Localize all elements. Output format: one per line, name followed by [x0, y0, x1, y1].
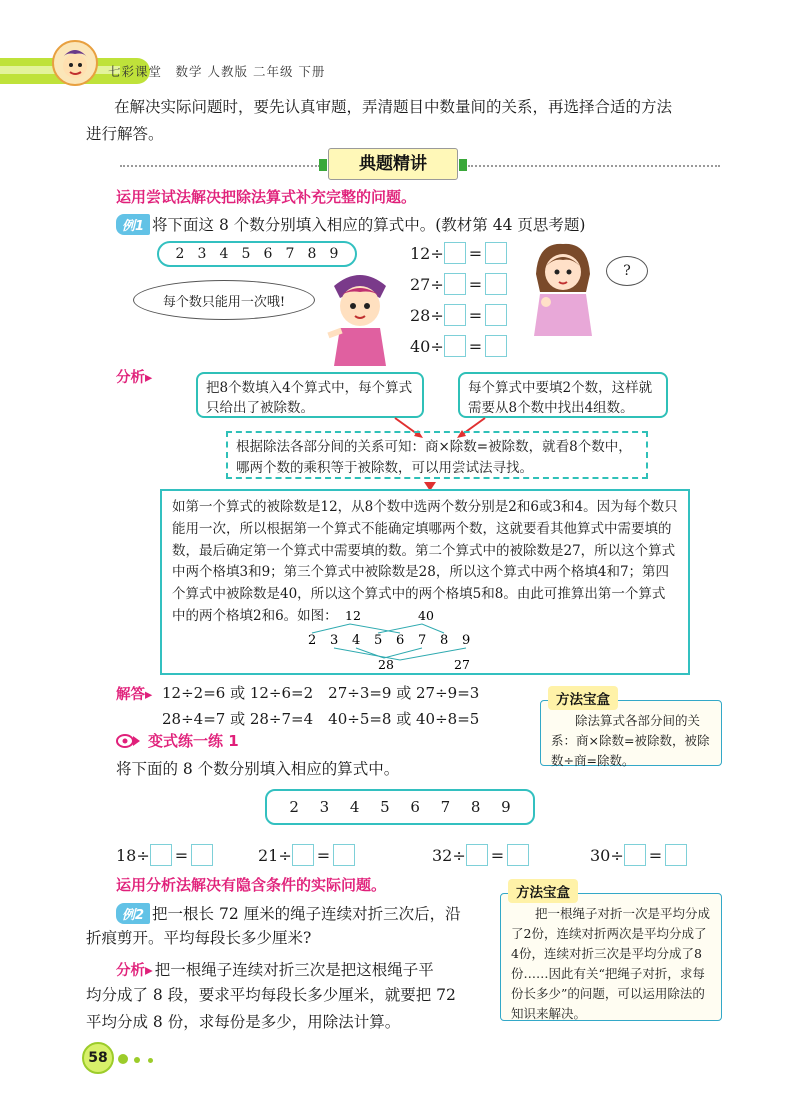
page-number: 58 [82, 1042, 114, 1074]
equals-sign: = [468, 274, 483, 294]
number-item: 9 [501, 798, 511, 816]
example-2-tag: 例2 [116, 903, 150, 924]
answer-box[interactable] [444, 273, 466, 295]
dividend: 28 [410, 305, 431, 325]
practice-equation-21 [258, 842, 355, 868]
diagram-number: 5 [374, 633, 383, 648]
equals-sign: = [468, 336, 483, 356]
pairing-diagram [300, 608, 480, 670]
mascot-logo-icon [52, 40, 98, 86]
dividend: 27 [410, 274, 431, 294]
eye-arrow-icon [116, 733, 140, 749]
topic-1: 运用尝试法解决把除法算式补充完整的问题。 [116, 188, 417, 206]
number-item: 9 [329, 246, 339, 262]
analysis-box-middle [226, 431, 648, 479]
topic-2: 运用分析法解决有隐含条件的实际问题。 [116, 876, 387, 894]
diagram-number: 7 [418, 633, 427, 648]
method-box-2 [500, 893, 722, 1021]
answer-box[interactable] [624, 844, 646, 866]
analysis-box-middle-text: 根据除法各部分间的关系可知：商×除数=被除数，就看8个数中，哪两个数的乘积等于被除数，可以用尝试法寻找。 [236, 439, 632, 476]
answer-box[interactable] [485, 304, 507, 326]
equals-sign: = [174, 845, 189, 865]
page-dot-icon [134, 1057, 140, 1063]
equals-sign: = [490, 845, 505, 865]
number-item: 4 [219, 246, 229, 262]
practice-equation-32 [432, 842, 529, 868]
practice-number-set [265, 789, 535, 825]
number-item: 4 [349, 798, 360, 816]
number-item: 3 [197, 246, 207, 262]
book-title: 七彩课堂 数学 人教版 二年级 下册 [108, 64, 326, 79]
number-set [157, 241, 357, 267]
answer-box[interactable] [485, 242, 507, 264]
divider-right [468, 165, 720, 167]
answer-line-2: 28÷4=7 或 28÷7=4 40÷5=8 或 40÷8=5 [162, 710, 480, 728]
analysis-label [116, 366, 152, 387]
answer-box[interactable] [507, 844, 529, 866]
intro-line-2: 进行解答。 [86, 125, 164, 143]
divide-sign: ÷ [278, 845, 292, 865]
method-box-1-title: 方法宝盒 [548, 686, 618, 710]
divide-sign: ÷ [452, 845, 466, 865]
equals-sign: = [648, 845, 663, 865]
section-title: 典题精讲 [328, 148, 458, 180]
divide-sign: ÷ [430, 243, 444, 263]
example-2-text-1: 把一根长 72 厘米的绳子连续对折三次后，沿 [152, 905, 461, 923]
question-mark: ? [623, 263, 631, 279]
number-item: 2 [289, 798, 299, 816]
equation-27 [410, 271, 507, 297]
diagram-number: 6 [396, 633, 405, 648]
diagram-label-27: 27 [454, 657, 470, 672]
equals-sign: = [468, 243, 483, 263]
diagram-label-28: 28 [378, 657, 394, 672]
example-1-question: 将下面这 8 个数分别填入相应的算式中。(教材第 44 页思考题) [152, 216, 586, 234]
example-2-analysis-line-3: 平均分成 8 份，求每份是多少，用除法计算。 [86, 1013, 401, 1031]
triangle-icon: ▸ [145, 687, 153, 703]
girl-thinking-illustration [530, 240, 596, 336]
thought-bubble [606, 256, 648, 286]
equals-sign: = [316, 845, 331, 865]
number-item: 5 [241, 246, 251, 262]
speech-bubble-left [133, 280, 315, 320]
dividend: 32 [432, 845, 453, 865]
equation-40 [410, 333, 507, 359]
answer-line-1: 12÷2=6 或 12÷6=2 27÷3=9 或 27÷9=3 [162, 684, 480, 702]
dividend: 40 [410, 336, 431, 356]
answer-box[interactable] [191, 844, 213, 866]
diagram-number: 8 [440, 633, 449, 648]
divide-sign: ÷ [430, 305, 444, 325]
diagram-label-12: 12 [345, 608, 361, 623]
number-item: 6 [410, 798, 420, 816]
dividend: 21 [258, 845, 279, 865]
method-box-1-text: 除法算式各部分间的关系：商×除数=被除数，被除数÷商=除数。 [551, 713, 710, 768]
analysis-box-right [458, 372, 668, 418]
diagram-number: 3 [330, 633, 339, 648]
analysis-box-left-text: 把8个数填入4个算式中，每个算式只给出了被除数。 [206, 380, 413, 416]
divide-sign: ÷ [610, 845, 624, 865]
number-item: 3 [319, 798, 330, 816]
answer-box[interactable] [466, 844, 488, 866]
number-item: 2 [175, 246, 185, 262]
practice-equation-18 [116, 842, 213, 868]
divide-sign: ÷ [430, 336, 444, 356]
dividend: 12 [410, 243, 431, 263]
analysis-box-detail-text: 如第一个算式的被除数是12，从8个数中选两个数分别是2和6或3和4。因为每个数只能用一次，所以根据第一个算式不能确定填哪两个数，这就要看其他算式中需要填的数，最后确定第一个算式中需要填的数。第二个算式中的被除数是27，所以这个算式中两个格填3和9；第三个算式中被除数是28，所以这个算式中两个格填4和7；第四个算式中被除数是40，所以这个算式中的两个格填5和8。由此可推算出第一个算式中的两个格填2和6。如图： [172, 499, 678, 624]
analysis-box-left [196, 372, 424, 418]
example-2-analysis-label: 分析 [116, 962, 145, 979]
answer-box[interactable] [665, 844, 687, 866]
number-item: 6 [263, 246, 273, 262]
answer-box[interactable] [485, 335, 507, 357]
analysis-label-text: 分析 [116, 370, 145, 386]
example-2-analysis-line-2: 均分成了 8 段，要求平均每段长多少厘米，就要把 72 [86, 986, 456, 1004]
answer-box[interactable] [485, 273, 507, 295]
answer-label [116, 683, 152, 704]
girl-writing-illustration [320, 268, 400, 368]
page-dot-icon [118, 1054, 128, 1064]
practice-title-row [116, 730, 239, 751]
divide-sign: ÷ [430, 274, 444, 294]
number-item: 7 [285, 246, 295, 262]
method-box-2-title: 方法宝盒 [508, 879, 578, 903]
page-dot-icon [148, 1058, 153, 1063]
answer-box[interactable] [292, 844, 314, 866]
answer-label-text: 解答 [116, 687, 145, 703]
diagram-number: 4 [352, 633, 361, 648]
practice-question: 将下面的 8 个数分别填入相应的算式中。 [116, 760, 400, 778]
answer-box[interactable] [444, 304, 466, 326]
example-1-tag: 例1 [116, 214, 150, 235]
example-1-question-row [116, 213, 585, 235]
triangle-icon: ▸ [145, 959, 153, 979]
analysis-box-right-text: 每个算式中要填2个数，这样就需要从8个数中找出4组数。 [468, 380, 653, 416]
equation-28 [410, 302, 507, 328]
number-item: 7 [440, 798, 451, 816]
example-2-line-1 [116, 902, 461, 924]
divider-left [120, 165, 320, 167]
dividend: 18 [116, 845, 137, 865]
number-item: 5 [380, 798, 390, 816]
speech-bubble-left-text: 每个数只能用一次哦! [162, 294, 286, 310]
practice-equation-30 [590, 842, 687, 868]
divide-sign: ÷ [136, 845, 150, 865]
intro-line-1: 在解决实际问题时，要先认真审题，弄清题目中数量间的关系，再选择合适的方法 [114, 98, 673, 116]
number-item: 8 [307, 246, 317, 262]
example-2-analysis-text-1: 把一根绳子连续对折三次是把这根绳子平 [154, 961, 434, 979]
answer-box[interactable] [444, 335, 466, 357]
answer-box[interactable] [150, 844, 172, 866]
example-2-line-2: 折痕剪开。平均每段长多少厘米? [86, 929, 312, 947]
equation-12 [410, 240, 507, 266]
answer-box[interactable] [444, 242, 466, 264]
practice-title: 变式练一练 1 [148, 732, 239, 750]
diagram-number: 2 [308, 633, 317, 648]
number-item: 8 [470, 798, 481, 816]
method-box-2-text: 把一根绳子对折一次是平均分成了2份，连续对折两次是平均分成了4份，连续对折三次是平均分成了8份……因此有关“把绳子对折，求每份长多少”的问题，可以运用除法的知识来解决。 [511, 906, 711, 1021]
answer-box[interactable] [333, 844, 355, 866]
diagram-label-40: 40 [418, 608, 434, 623]
dividend: 30 [590, 845, 611, 865]
equals-sign: = [468, 305, 483, 325]
example-2-analysis-row [116, 958, 434, 980]
diagram-number: 9 [462, 633, 471, 648]
triangle-icon: ▸ [145, 370, 153, 386]
